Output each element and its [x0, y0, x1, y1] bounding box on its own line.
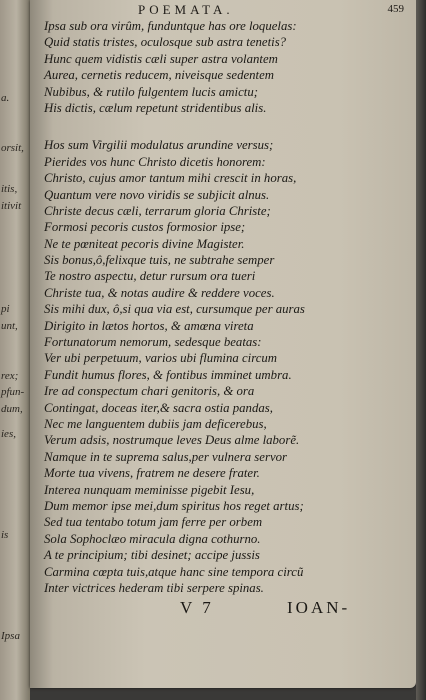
- margin-fragment: rex;: [1, 370, 19, 382]
- verse-line: Ipsa sub ora virûm, funduntque has ore loquelas:: [44, 19, 297, 33]
- verse-line: Aurea, cernetis reducem, niveisque sedentem: [44, 68, 275, 83]
- verse-line: Inter victrices hederam tibi serpere spinas.: [44, 580, 264, 595]
- margin-fragment: a.: [1, 92, 10, 104]
- verse-line: Contingat, doceas iter,& sacra ostia pandas,: [44, 400, 273, 415]
- verse-line: Morte tua vivens, fratrem ne desere frater.: [44, 466, 260, 481]
- verse-line: Namque in te suprema salus,per vulnera servor: [44, 449, 287, 464]
- catchword: IOAN-: [287, 598, 351, 617]
- facing-page-edge: [0, 0, 30, 700]
- verse-line: Christe tua, & notas audire & reddere voces.: [44, 285, 275, 300]
- verse-line: Ire ad conspectum chari genitoris, & ora: [44, 384, 255, 399]
- verse-line: Quantum vere novo viridis se subjicit alnus.: [44, 187, 270, 202]
- margin-fragment: pfun-: [1, 386, 25, 398]
- verse-line: Hunc quem vidistis cæli super astra volantem: [44, 51, 278, 66]
- margin-fragment: ies,: [1, 428, 16, 440]
- verse-line: Sis bonus,ô,felixque tuis, ne subtrahe semper: [44, 253, 275, 268]
- verse-line: Sola Sophoclæo miracula digna cothurno.: [44, 531, 261, 546]
- verse-line: Te nostro aspectu, detur rursum ora tueri: [44, 269, 256, 284]
- verse-line: Sed tua tentabo totum jam ferre per orbem: [44, 515, 263, 530]
- book-edge-shadow: [416, 0, 426, 700]
- margin-fragment: pi: [1, 303, 10, 315]
- verse-line: Dirigito in lætos hortos, & amœna vireta: [44, 318, 254, 333]
- margin-fragment: itivit: [1, 200, 22, 212]
- margin-fragment: unt,: [1, 320, 18, 332]
- verse-line: Formosi pecoris custos formosior ipse;: [44, 220, 246, 235]
- margin-fragment: orsit,: [1, 142, 24, 154]
- verse-line: Nubibus, & rutilo fulgentem lucis amictu;: [44, 84, 258, 99]
- verse-line: Ne te pœniteat pecoris divine Magister.: [44, 236, 245, 251]
- verse-line: Ver ubi perpetuum, varios ubi flumina circum: [44, 351, 278, 366]
- verse-line: His dictis, cælum repetunt stridentibus alis.: [44, 100, 267, 115]
- book-page: [30, 0, 416, 688]
- verse-line: Nec me languentem dubiis jam deficerebus,: [44, 416, 267, 431]
- signature-mark: V 7: [180, 598, 214, 617]
- margin-fragment: Ipsa: [1, 630, 20, 642]
- verse-line: Fundit humus flores, & fontibus imminet umbra.: [44, 367, 292, 382]
- margin-fragment: dum,: [1, 403, 23, 415]
- verse-line: Christe decus cæli, terrarum gloria Christe;: [44, 203, 271, 218]
- verse-text: [44, 18, 409, 596]
- verse-line: Dum memor ipse mei,dum spiritus hos reget artus;: [44, 498, 304, 513]
- stanza-gap: [44, 116, 409, 137]
- verse-line: A te principium; tibi desinet; accipe jussis: [44, 548, 260, 563]
- verse-line: Sis mihi dux, ô,si qua via est, cursumque per auras: [44, 302, 305, 317]
- verse-line: Pierides vos hunc Christo dicetis honorem:: [44, 154, 266, 169]
- verse-line: Fortunatorum nemorum, sedesque beatas:: [44, 335, 262, 350]
- page-footer: [30, 598, 416, 620]
- verse-line: Christo, cujus amor tantum mihi crescit in horas,: [44, 171, 297, 186]
- running-head-title: POEMATA.: [138, 2, 234, 17]
- verse-line: Hos sum Virgilii modulatus arundine versus;: [44, 138, 274, 153]
- verse-line: Quid statis tristes, oculosque sub astra tenetis?: [44, 35, 287, 50]
- verse-line: Verum adsis, nostrumque leves Deus alme laborẽ.: [44, 433, 300, 448]
- page-number: 459: [387, 3, 404, 15]
- running-head: [30, 2, 416, 18]
- margin-fragment: itis,: [1, 183, 18, 195]
- margin-fragment: is: [1, 529, 9, 541]
- verse-line: Carmina cœpta tuis,atque hanc sine tempora circũ: [44, 564, 304, 579]
- verse-line: Interea nunquam meminisse pigebit Iesu,: [44, 482, 255, 497]
